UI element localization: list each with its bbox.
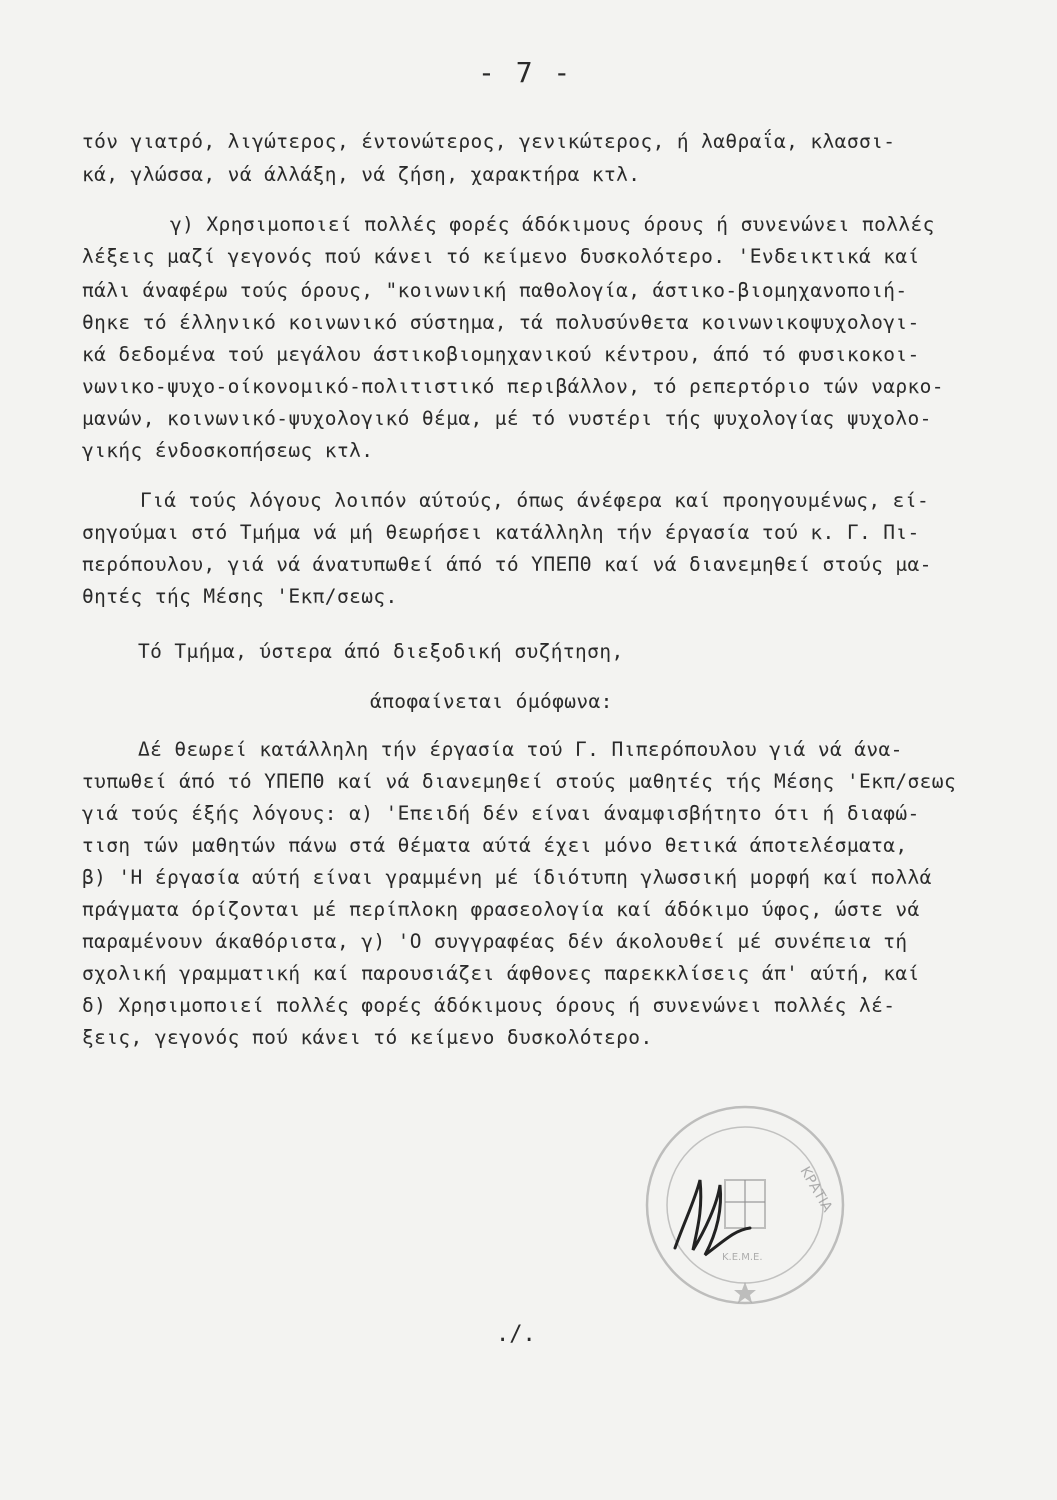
text-line: Δέ θεωρεί κατάλληλη τήν έργασία τού Γ. Πιπερόπουλου γιά νά άνα-	[138, 738, 903, 761]
text-line: τυπωθεί άπό τό ΥΠΕΠΘ καί νά διανεμηθεί στούς μαθητές τής Μέσης 'Εκπ/σεως	[82, 770, 957, 793]
text-line: γιά τούς έξής λόγους: α) 'Επειδή δέν είναι άναμφισβήτητο ότι ή διαφώ-	[82, 802, 920, 825]
text-line: θηκε τό έλληνικό κοινωνικό σύστημα, τά πολυσύνθετα κοινωνικοψυχολογι-	[82, 311, 920, 334]
text-line: παραμένουν άκαθόριστα, γ) 'Ο συγγραφέας δέν άκολουθεί μέ συνέπεια τή	[82, 930, 908, 953]
text-line: μανών, κοινωνικό-ψυχολογικό θέμα, μέ τό νυστέρι τής ψυχολογίας ψυχολο-	[82, 407, 932, 430]
stamp-top-text: ΚΡΑΤΙΑ	[796, 1164, 836, 1215]
text-line: Τό Τμήμα, ύστερα άπό διεξοδική συζήτηση,	[138, 640, 624, 663]
text-line: κά δεδομένα τού μεγάλου άστικοβιομηχανικού κέντρου, άπό τό φυσικοκοι-	[82, 343, 920, 366]
text-line: Γιά τούς λόγους λοιπόν αύτούς, όπως άνέφερα καί προηγουμένως, εί-	[140, 489, 930, 512]
text-line: νωνικο-ψυχο-οίκονομικό-πολιτιστικό περιβάλλον, τό ρεπερτόριο τών ναρκο-	[82, 375, 944, 398]
text-line: β) 'Η έργασία αύτή είναι γραμμένη μέ ίδιότυπη γλωσσική μορφή καί πολλά	[82, 866, 932, 889]
text-line: σηγούμαι στό Τμήμα νά μή θεωρήσει κατάλληλη τήν έργασία τού κ. Γ. Πι-	[82, 521, 920, 544]
text-line: τόν γιατρό, λιγώτερος, έντονώτερος, γενικώτερος, ή λαθραΐα, κλασσι-	[82, 130, 896, 153]
text-line: θητές τής Μέσης 'Εκπ/σεως.	[82, 585, 398, 608]
text-line: άποφαίνεται όμόφωνα:	[370, 690, 613, 713]
continuation-mark: ./.	[496, 1322, 536, 1347]
text-line: λέξεις μαζί γεγονός πού κάνει τό κείμενο δυσκολότερο. 'Ενδεικτικά καί	[82, 245, 920, 268]
text-line: σχολική γραμματική καί παρουσιάζει άφθονες παρεκκλίσεις άπ' αύτή, καί	[82, 962, 920, 985]
text-line: γ) Χρησιμοποιεί πολλές φορές άδόκιμους όρους ή συνενώνει πολλές	[170, 213, 935, 236]
text-line: πράγματα όρίζονται μέ περίπλοκη φρασεολογία καί άδόκιμο ύφος, ώστε νά	[82, 898, 920, 921]
signature	[665, 1170, 755, 1260]
text-line: γικής ένδοσκοπήσεως κτλ.	[82, 439, 374, 462]
text-line: δ) Χρησιμοποιεί πολλές φορές άδόκιμους όρους ή συνενώνει πολλές λέ-	[82, 994, 896, 1017]
page-number: - 7 -	[478, 56, 573, 89]
text-line: ξεις, γεγονός πού κάνει τό κείμενο δυσκολότερο.	[82, 1026, 653, 1049]
stamp-bottom-text: Κ.Ε.Μ.Ε.	[722, 1252, 763, 1263]
text-line: τιση τών μαθητών πάνω στά θέματα αύτά έχει μόνο θετικά άποτελέσματα,	[82, 834, 908, 857]
text-line: κά, γλώσσα, νά άλλάξη, νά ζήση, χαρακτήρα κτλ.	[82, 163, 641, 186]
text-line: πάλι άναφέρω τούς όρους, "κοινωνική παθολογία, άστικο-βιομηχανοποιή-	[82, 279, 908, 302]
text-line: περόπουλου, γιά νά άνατυπωθεί άπό τό ΥΠΕΠΘ καί νά διανεμηθεί στούς μα-	[82, 553, 932, 576]
